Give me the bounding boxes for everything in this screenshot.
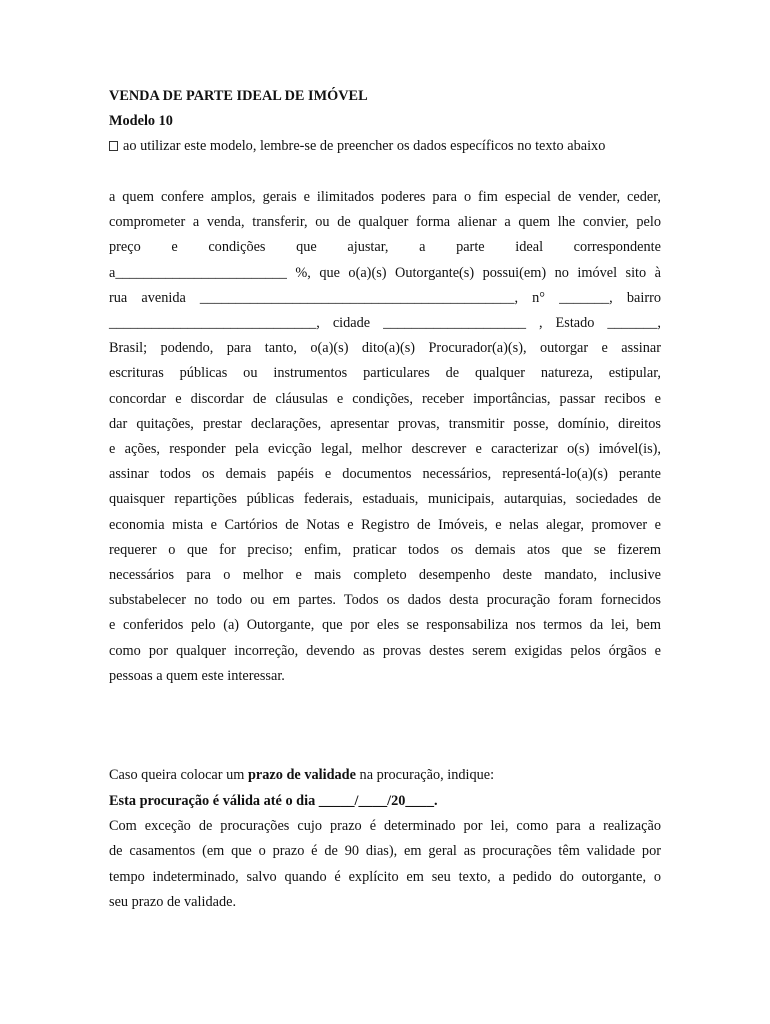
instruction-line (109, 137, 661, 155)
body-line: rua avenida ____________________________________________, n° _______, bairro (109, 289, 661, 306)
body-line: _____________________________, cidade ____________________ , Estado _______, (109, 315, 661, 331)
validity-intro (109, 766, 661, 784)
body-line: pessoas a quem este interessar. (109, 667, 285, 684)
body-line: e conferidos pelo (a) Outorgante, que por eles se responsabiliza nos termos da lei, bem (109, 617, 661, 634)
checkbox-icon (109, 141, 118, 151)
body-line: necessários para o melhor e mais completo desempenho deste mandato, inclusive (109, 567, 661, 583)
body-line: requerer o que for preciso; enfim, praticar todos os demais atos que se fizerem (109, 541, 661, 558)
body-line: quaisquer repartições públicas federais, estaduais, municipais, autarquias, sociedades de (109, 491, 661, 508)
document-subtitle: Modelo 10 (109, 113, 173, 129)
body-line: escrituras públicas ou instrumentos particulares de qualquer natureza, estipular, (109, 365, 661, 382)
body-line: substabelecer no todo ou em partes. Todos os dados desta procuração foram fornecidos (109, 592, 661, 609)
body-line: e ações, responder pela evicção legal, melhor descrever e caracterizar o(s) imóvel(is), (109, 441, 661, 457)
document-title: VENDA DE PARTE IDEAL DE IMÓVEL (109, 88, 368, 104)
note-line: seu prazo de validade. (109, 893, 237, 910)
validity-intro-bold: prazo de validade (247, 767, 356, 783)
note-line: de casamentos (em que o prazo é de 90 dias), em geral as procurações têm validade por (109, 843, 661, 860)
body-line: a________________________ %, que o(a)(s) Outorgante(s) possui(em) no imóvel sito à (109, 264, 661, 281)
body-line: a quem confere amplos, gerais e ilimitados poderes para o fim especial de vender, ceder, (109, 189, 661, 205)
body-line: como por qualquer incorreção, devendo as provas destes serem exigidas pelos órgãos e (109, 642, 661, 659)
validity-intro-text: Caso queira colocar um (109, 767, 248, 783)
body-line: economia mista e Cartórios de Notas e Registro de Imóveis, e nelas alegar, promover e (109, 516, 661, 533)
body-line: comprometer a venda, transferir, ou de qualquer forma alienar a quem lhe convier, pelo (109, 214, 661, 231)
instruction-text: ao utilizar este modelo, lembre-se de preencher os dados específicos no texto abaixo (123, 138, 606, 154)
body-line: dar quitações, prestar declarações, apresentar provas, transmitir posse, domínio, direitos (109, 415, 661, 432)
note-line: tempo indeterminado, salvo quando é explícito em seu texto, a pedido do outorgante, o (109, 868, 661, 885)
validity-intro-text-end: na procuração, indique: (355, 767, 495, 783)
body-line: preço e condições que ajustar, a parte ideal correspondente (109, 239, 661, 256)
body-line: concordar e discordar de cláusulas e condições, receber importâncias, passar recibos e (109, 390, 661, 407)
body-line: Brasil; podendo, para tanto, o(a)(s) dito(a)(s) Procurador(a)(s), outorgar e assinar (109, 340, 661, 357)
note-line: Com exceção de procurações cujo prazo é determinado por lei, como para a realização (109, 818, 661, 834)
validity-statement: Esta procuração é válida até o dia _____/____/20____. (109, 793, 438, 809)
body-line: assinar todos os demais papéis e documentos necessários, representá-lo(a)(s) perante (109, 466, 661, 483)
